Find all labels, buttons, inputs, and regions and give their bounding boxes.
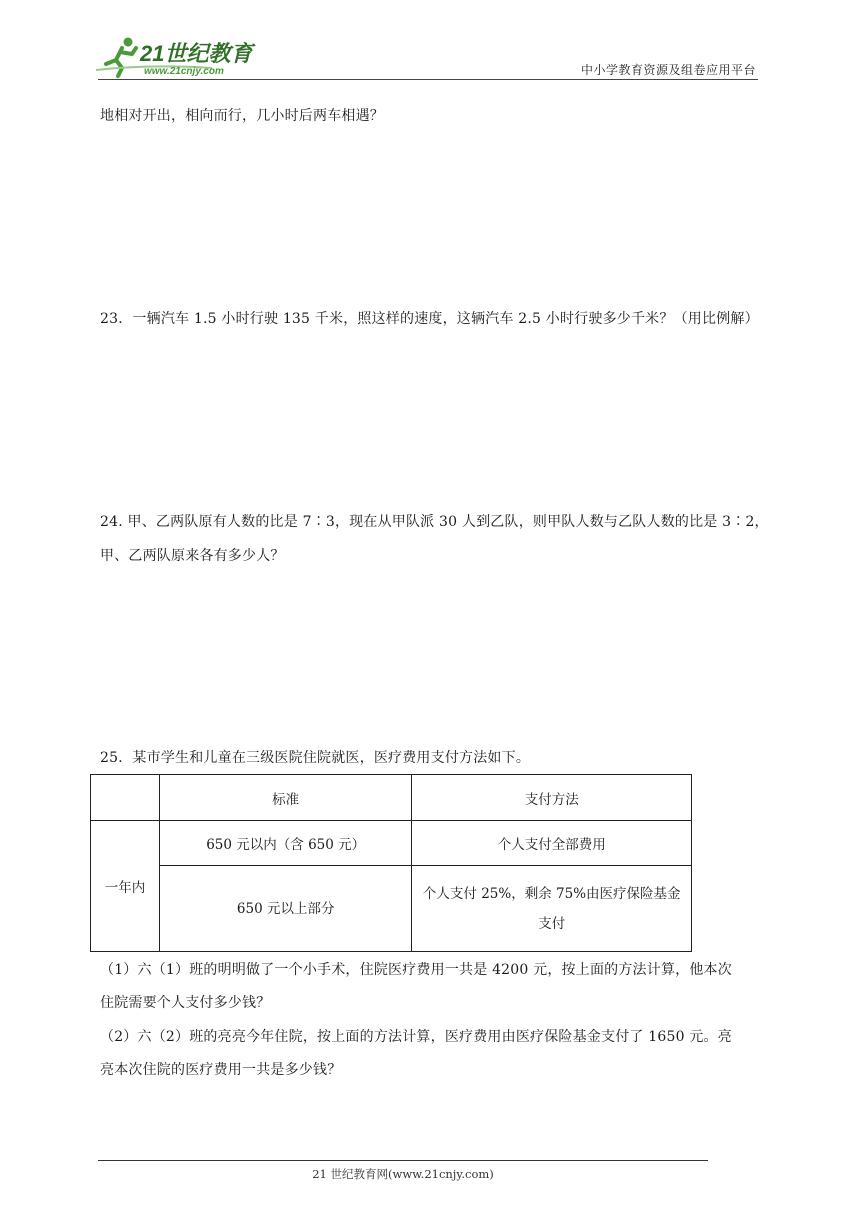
- footer-link[interactable]: 21 世纪教育网(www.21cnjy.com): [312, 1167, 494, 1181]
- q25-sub2-line2: 亮本次住院的医疗费用一共是多少钱？: [100, 1062, 342, 1078]
- q25-sub1-line1: （1）六（1）班的明明做了一个小手术，住院医疗费用一共是 4200 元，按上面的方法计算，他本次: [100, 962, 732, 978]
- svg-text:www.21cnjy.com: www.21cnjy.com: [144, 66, 224, 77]
- table-header-cell: [91, 775, 160, 821]
- runner-logo-icon: [92, 34, 262, 80]
- method-cell: 个人支付全部费用: [412, 821, 692, 866]
- q22-tail: 地相对开出，相向而行，几小时后两车相遇？: [100, 108, 384, 124]
- standard-cell: 650 元以内（含 650 元）: [159, 821, 412, 866]
- q25-sub2-line1: （2）六（2）班的亮亮今年住院，按上面的方法计算，医疗费用由医疗保险基金支付了 1650 元。亮: [100, 1029, 732, 1045]
- site-name: 中小学教育资源及组卷应用平台: [580, 63, 756, 77]
- site-logo: [92, 34, 262, 80]
- q24-line2: 甲、乙两队原来各有多少人？: [100, 548, 285, 564]
- q23-text: 23．一辆汽车 1.5 小时行驶 135 千米，照这样的速度，这辆汽车 2.5 小时行驶多少千米？（用比例解）: [100, 311, 759, 327]
- q24-line1: 24. 甲、乙两队原有人数的比是 7∶3，现在从甲队派 30 人到乙队，则甲队人数与乙队人数的比是 3∶2，: [100, 514, 769, 530]
- q25-intro: 25．某市学生和儿童在三级医院住院就医，医疗费用支付方法如下。: [100, 750, 531, 766]
- footer-divider: [98, 1160, 708, 1161]
- table-header-cell: 标准: [159, 775, 412, 821]
- table-row: [91, 866, 692, 952]
- table-row: [91, 821, 692, 866]
- row-label-cell: 一年内: [91, 821, 160, 952]
- q25-sub1-line2: 住院需要个人支付多少钱？: [100, 995, 271, 1011]
- standard-cell: 650 元以上部分: [159, 866, 412, 952]
- svg-text:21世纪教育: 21世纪教育: [140, 41, 253, 66]
- payment-table: [90, 774, 692, 952]
- method-cell: 个人支付 25%，剩余 75%由医疗保险基金支付: [412, 866, 692, 952]
- table-header-row: [91, 775, 692, 821]
- header-divider: [98, 79, 758, 80]
- table-header-cell: 支付方法: [412, 775, 692, 821]
